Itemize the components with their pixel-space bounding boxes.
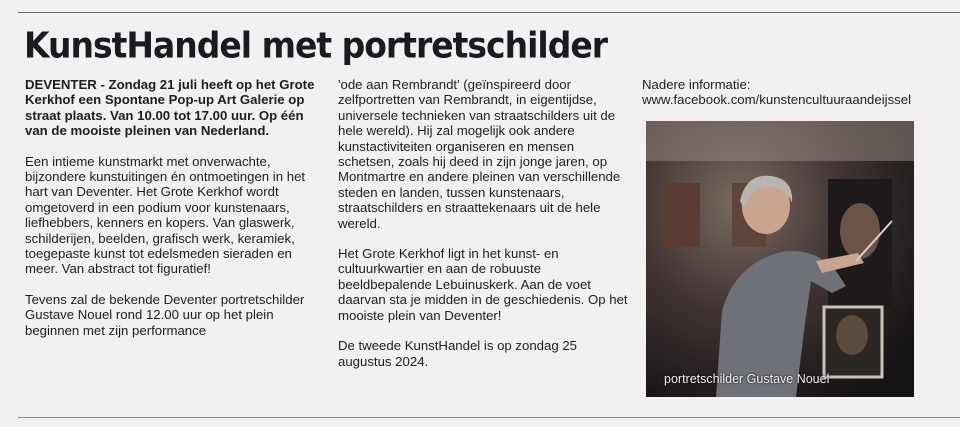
lead-text: - Zondag 21 juli heeft op het Grote Kerkhof een Spontane Pop-up Art Galerie op straat plaats. Van 10.00 tot 17.00 uur. Op één van de mooiste pleinen van Nederland. [25,77,315,139]
article-headline: KunstHandel met portretschilder [24,24,607,67]
bottom-rule [18,417,960,418]
body-paragraph: De tweede KunstHandel is op zondag 25 augustus 2024. [338,338,578,369]
body-paragraph: Tevens zal de bekende Deventer portretschilder Gustave Nouel rond 12.00 uur op het plein beginnen met zijn performance [25,291,305,338]
column-2 [338,77,628,384]
column-3 [642,77,942,108]
painter-photo-image [646,121,914,397]
body-paragraph: Een intieme kunstmarkt met onverwachte, bijzondere kunstuitingen én ontmoetingen in het hart van Deventer. Het Grote Kerkhof wordt omgetoverd in een podium voor kunstenaars, liefhebbers, kenners en kopers. Van glaswerk, schilderijen, beelden, grafisch werk, keramiek, toegepaste kunst tot edelsmeden sieraden en meer. Van abstract tot figuratief! [25,153,306,277]
dateline: DEVENTER [25,77,97,92]
top-rule [18,12,960,13]
body-paragraph: Het Grote Kerkhof ligt in het kunst- en cultuurkwartier en aan de robuuste beeldbepalende Lebuinuskerk. Aan de voet daarvan sta je midden in de geschiedenis. Op het mooiste plein van Deventer! [338,246,628,323]
painter-photo [646,121,914,397]
column-1 [25,77,325,353]
photo-caption: portretschilder Gustave Nouel [664,372,830,386]
info-label: Nadere informatie: [642,77,751,92]
info-url: www.facebook.com/kunstencultuuraandeijssel [642,92,912,108]
body-paragraph: 'ode aan Rembrandt' (geïnspireerd door zelfportretten van Rembrandt, in eigentijdse, universele technieken van straatschilders uit de hele wereld). Hij zal mogelijk ook andere kunstactiviteiten organiseren en mensen schetsen, zoals hij deed in zijn jonge jaren, op Montmartre en andere pleinen van verschillende steden en landen, tussen kunstenaars, straatschilders en straattekenaars uit de hele wereld. [338,77,621,231]
lead-paragraph [25,77,325,139]
